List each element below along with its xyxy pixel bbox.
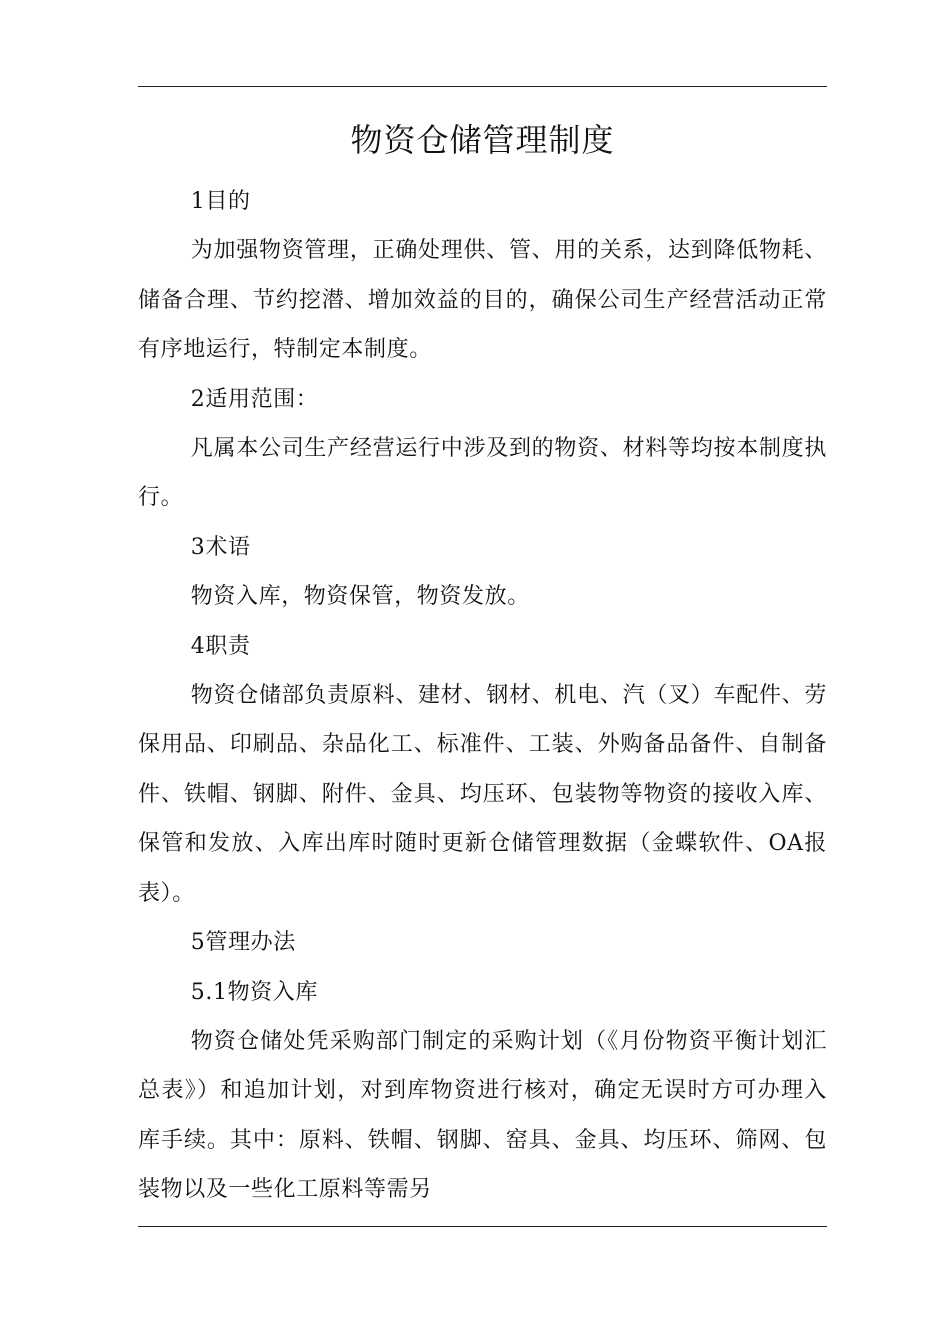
section-heading-terms: 3术语 [190,534,251,560]
bottom-rule [138,1226,827,1227]
paragraph-inbound: 物资仓储处凭采购部门制定的采购计划（《月份物资平衡计划汇总表》）和追加计划，对到库物资进行核对，确定无误时方可办理入库手续。其中：原料、铁帽、钢脚、窑具、金具、均压环、筛网、包装物以及一些化工原料等需另 [138,1028,827,1203]
paragraph-scope: 凡属本公司生产经营运行中涉及到的物资、材料等均按本制度执行。 [138,436,827,511]
document-body [138,177,827,1215]
section-heading-management: 5管理办法 [190,930,296,956]
section-heading-purpose: 1目的 [190,189,251,214]
paragraph-purpose: 为加强物资管理，正确处理供、管、用的关系，达到降低物耗、储备合理、节约挖潜、增加效益的目的，确保公司生产经营活动正常有序地运行，特制定本制度。 [138,238,827,363]
top-rule [138,86,827,87]
section-heading-scope: 2适用范围： [190,386,319,412]
section-heading-duties: 4职责 [190,633,251,659]
paragraph-terms: 物资入库，物资保管，物资发放。 [190,584,530,610]
paragraph-duties: 物资仓储部负责原料、建材、钢材、机电、汽（叉）车配件、劳保用品、印刷品、杂品化工、标准件、工装、外购备品备件、自制备件、铁帽、钢脚、附件、金具、均压环、包装物等物资的接收入库、保管和发放、入库出库时随时更新仓储管理数据（金蝶软件、OA报表）。 [138,683,827,906]
document-title: 物资仓储管理制度 [350,121,615,159]
subsection-heading-inbound: 5.1物资入库 [190,979,318,1005]
